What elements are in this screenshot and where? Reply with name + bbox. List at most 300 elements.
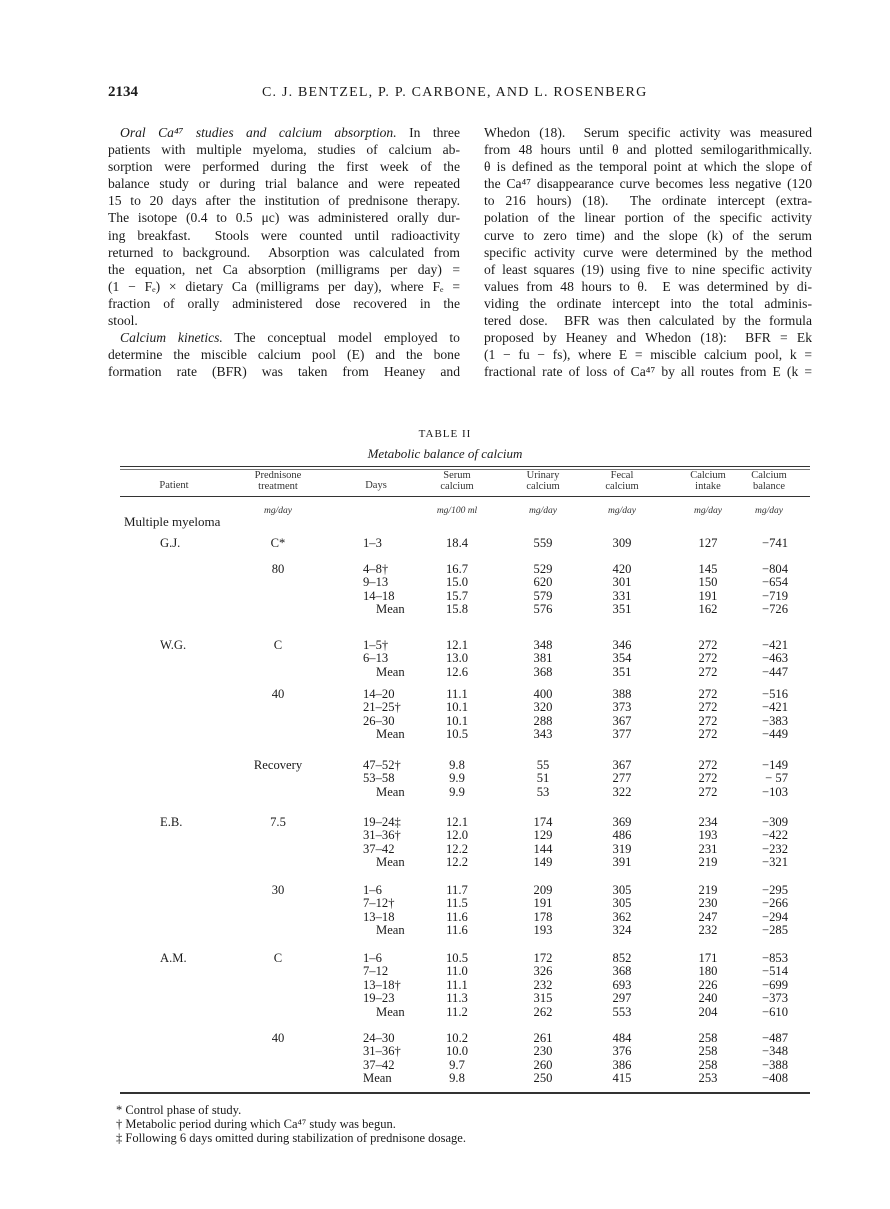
cell-serum: 12.0 bbox=[445, 828, 469, 843]
text-line bbox=[108, 192, 460, 209]
cell-serum: 10.5 bbox=[445, 951, 469, 965]
line-text: 15 to 20 days after the institution of prednisone therapy. bbox=[108, 193, 460, 209]
cell-serum: 15.8 bbox=[445, 602, 469, 617]
cell-intake: 258 bbox=[698, 1044, 718, 1059]
header-line: calcium bbox=[605, 481, 639, 492]
cell-serum: 9.7 bbox=[449, 1057, 465, 1072]
days-period: Mean bbox=[376, 602, 405, 617]
cell-intake: 127 bbox=[698, 536, 718, 550]
cell-intake: 272 bbox=[698, 664, 718, 679]
header-line: intake bbox=[695, 481, 721, 492]
cell-balance: −853 bbox=[762, 951, 788, 965]
cell-intake: 204 bbox=[698, 1004, 718, 1019]
text-line bbox=[108, 175, 460, 192]
header-line: Calcium bbox=[690, 470, 726, 481]
section-label: Multiple myeloma bbox=[124, 514, 221, 529]
prednisone-treatment: C bbox=[273, 638, 283, 652]
cell-urinary: 348 bbox=[533, 638, 553, 652]
cell-intake: 230 bbox=[698, 896, 718, 911]
cell-balance: −719 bbox=[762, 588, 788, 603]
days-period: Mean bbox=[376, 855, 405, 870]
cell-urinary: 129 bbox=[533, 828, 553, 843]
text-line bbox=[108, 244, 460, 261]
cell-balance: −449 bbox=[762, 727, 788, 742]
cell-serum: 11.5 bbox=[446, 896, 468, 911]
days-period: Mean bbox=[376, 727, 405, 742]
days-period: 26–30 bbox=[363, 713, 395, 728]
text-line bbox=[484, 329, 812, 346]
days-period: 9–13 bbox=[363, 575, 389, 590]
cell-fecal: 484 bbox=[612, 1031, 632, 1045]
prednisone-treatment: 40 bbox=[271, 1031, 285, 1045]
cell-intake: 150 bbox=[698, 575, 718, 590]
cell-urinary: 250 bbox=[533, 1071, 553, 1086]
cell-balance: −348 bbox=[762, 1044, 788, 1059]
header-urinary bbox=[498, 470, 588, 492]
cell-intake: 219 bbox=[698, 883, 718, 897]
cell-serum: 9.8 bbox=[449, 758, 465, 772]
footnote-double-dagger: ‡ Following 6 days omitted during stabilization of prednisone dosage. bbox=[116, 1131, 466, 1145]
cell-urinary: 288 bbox=[533, 713, 553, 728]
line-text: patients with multiple myeloma, studies of calcium ab- bbox=[108, 142, 460, 158]
cell-urinary: 320 bbox=[533, 700, 553, 715]
cell-fecal: 346 bbox=[612, 638, 632, 652]
cell-intake: 191 bbox=[698, 588, 718, 603]
cell-serum: 15.7 bbox=[445, 588, 469, 603]
cell-fecal: 362 bbox=[612, 909, 632, 924]
text-line bbox=[484, 346, 812, 363]
cell-intake: 272 bbox=[698, 758, 718, 772]
cell-balance: −266 bbox=[762, 896, 788, 911]
cell-urinary: 55 bbox=[536, 758, 550, 772]
text-line bbox=[484, 227, 812, 244]
prednisone-treatment: Recovery bbox=[253, 758, 303, 772]
text-line bbox=[108, 261, 460, 278]
line-text: The conceptual model employed to bbox=[222, 330, 460, 346]
text-line bbox=[108, 278, 460, 295]
cell-urinary: 262 bbox=[533, 1004, 553, 1019]
cell-intake: 272 bbox=[698, 713, 718, 728]
cell-intake: 247 bbox=[698, 909, 718, 924]
cell-balance: −463 bbox=[762, 651, 788, 666]
days-period: Mean bbox=[376, 664, 405, 679]
days-period: 1–5† bbox=[363, 638, 389, 652]
cell-urinary: 51 bbox=[536, 771, 550, 786]
cell-serum: 11.6 bbox=[446, 909, 468, 924]
left-text-column bbox=[108, 124, 460, 380]
text-line bbox=[108, 158, 460, 175]
cell-intake: 258 bbox=[698, 1031, 718, 1045]
text-line bbox=[484, 312, 812, 329]
patient-name: G.J. bbox=[160, 536, 181, 550]
text-line bbox=[108, 312, 460, 329]
header-serum bbox=[412, 470, 502, 492]
cell-fecal: 377 bbox=[612, 727, 632, 742]
text-line bbox=[108, 329, 460, 346]
line-text: fractional rate of loss of Ca⁴⁷ by all routes from E (k = bbox=[484, 364, 812, 380]
cell-balance: −422 bbox=[762, 828, 788, 843]
footnote-control: * Control phase of study. bbox=[116, 1103, 242, 1117]
prednisone-treatment: 7.5 bbox=[270, 815, 286, 829]
cell-fecal: 277 bbox=[612, 771, 632, 786]
header-line: calcium bbox=[526, 481, 560, 492]
header-line: Fecal bbox=[610, 470, 634, 481]
cell-balance: −610 bbox=[762, 1004, 788, 1019]
cell-balance: −103 bbox=[762, 784, 788, 799]
cell-fecal: 305 bbox=[612, 896, 632, 911]
cell-urinary: 260 bbox=[533, 1057, 553, 1072]
header-line: calcium bbox=[440, 481, 474, 492]
line-text: specific activity curve were determined by the method bbox=[484, 244, 812, 260]
cell-urinary: 381 bbox=[533, 651, 553, 666]
line-text: Whedon (18). Serum specific activity was measured bbox=[484, 125, 812, 140]
cell-fecal: 351 bbox=[612, 664, 632, 679]
cell-urinary: 576 bbox=[533, 602, 553, 617]
cell-balance: −149 bbox=[762, 758, 788, 772]
patient-name: E.B. bbox=[160, 815, 183, 829]
cell-balance: −383 bbox=[762, 713, 788, 728]
days-period: 37–42 bbox=[363, 1057, 395, 1072]
table-top-rule bbox=[120, 466, 810, 467]
cell-fecal: 301 bbox=[612, 575, 632, 590]
cell-fecal: 420 bbox=[612, 562, 632, 576]
cell-urinary: 174 bbox=[533, 815, 553, 829]
cell-fecal: 322 bbox=[612, 784, 632, 799]
line-text: the Ca⁴⁷ disappearance curve becomes less negative (120 bbox=[484, 176, 812, 192]
cell-urinary: 230 bbox=[533, 1044, 553, 1059]
days-period: 7–12 bbox=[363, 964, 389, 979]
cell-intake: 272 bbox=[698, 771, 718, 786]
days-period: 19–23 bbox=[363, 991, 395, 1006]
cell-balance: −232 bbox=[762, 841, 788, 856]
cell-intake: 272 bbox=[698, 651, 718, 666]
patient-name: W.G. bbox=[160, 638, 187, 652]
cell-balance: −309 bbox=[762, 815, 788, 829]
line-text: In three bbox=[396, 125, 460, 140]
cell-balance: −321 bbox=[762, 855, 788, 870]
cell-serum: 11.1 bbox=[446, 977, 468, 992]
days-period: 37–42 bbox=[363, 841, 395, 856]
header-line: Prednisone bbox=[254, 470, 302, 481]
header-line: balance bbox=[752, 481, 786, 492]
cell-serum: 10.1 bbox=[445, 713, 469, 728]
days-period: 53–58 bbox=[363, 771, 395, 786]
cell-intake: 240 bbox=[698, 991, 718, 1006]
days-period: 13–18† bbox=[363, 977, 401, 992]
text-line bbox=[484, 244, 812, 261]
cell-intake: 234 bbox=[698, 815, 718, 829]
cell-balance: −285 bbox=[762, 923, 788, 938]
cell-balance: −294 bbox=[762, 909, 788, 924]
days-period: 31–36† bbox=[363, 1044, 401, 1059]
header-line: Days bbox=[365, 480, 387, 491]
cell-urinary: 209 bbox=[533, 883, 553, 897]
cell-balance: −373 bbox=[762, 991, 788, 1006]
text-line bbox=[108, 227, 460, 244]
unit-intake: mg/day bbox=[694, 506, 722, 516]
cell-urinary: 53 bbox=[536, 784, 550, 799]
cell-urinary: 232 bbox=[533, 977, 553, 992]
unit-fecal: mg/day bbox=[608, 506, 636, 516]
cell-urinary: 191 bbox=[533, 896, 553, 911]
cell-serum: 9.9 bbox=[449, 771, 465, 786]
table-caption: Metabolic balance of calcium bbox=[367, 446, 523, 461]
text-line bbox=[108, 363, 460, 380]
line-text: polation of the linear portion of the specific activity bbox=[484, 210, 812, 226]
italic-heading: Oral Ca⁴⁷ studies and calcium absorption. bbox=[120, 125, 397, 140]
cell-serum: 12.2 bbox=[445, 841, 469, 856]
cell-intake: 272 bbox=[698, 687, 718, 701]
line-text: (1 − Fₑ) × dietary Ca (milligrams per day), where Fₑ = bbox=[108, 278, 460, 294]
line-text: proposed by Heaney and Whedon (18): BFR = Ek bbox=[484, 330, 812, 346]
cell-fecal: 331 bbox=[612, 588, 632, 603]
cell-serum: 11.6 bbox=[446, 923, 468, 938]
cell-balance: −487 bbox=[762, 1031, 788, 1045]
table-label: TABLE II bbox=[418, 428, 472, 440]
line-text: to 216 hours) (18). The ordinate intercept (extra- bbox=[484, 193, 812, 209]
text-line bbox=[108, 124, 460, 141]
cell-intake: 145 bbox=[698, 562, 718, 576]
cell-intake: 162 bbox=[698, 602, 718, 617]
cell-fecal: 376 bbox=[612, 1044, 632, 1059]
text-line bbox=[484, 158, 812, 175]
days-period: 31–36† bbox=[363, 828, 401, 843]
line-text: θ is defined as the temporal point at which the slope of bbox=[484, 159, 812, 175]
line-text: of least squares (19) using five to nine specific activity bbox=[484, 261, 812, 277]
line-text: tered dose. BFR was then calculated by the formula bbox=[484, 313, 812, 329]
page-number: 2134 bbox=[108, 84, 138, 100]
header-treatment bbox=[233, 470, 323, 492]
header-line: Serum bbox=[443, 470, 471, 481]
days-period: Mean bbox=[363, 1071, 392, 1086]
text-line bbox=[108, 295, 460, 312]
header-fecal bbox=[577, 470, 667, 492]
cell-serum: 12.2 bbox=[445, 855, 469, 870]
cell-fecal: 486 bbox=[612, 828, 632, 843]
header-line: treatment bbox=[258, 481, 298, 492]
text-line bbox=[484, 295, 812, 312]
cell-serum: 12.6 bbox=[445, 664, 469, 679]
cell-balance: − 57 bbox=[765, 771, 788, 786]
patient-name: A.M. bbox=[160, 951, 187, 965]
cell-intake: 226 bbox=[698, 977, 718, 992]
cell-serum: 10.2 bbox=[445, 1031, 469, 1045]
cell-fecal: 388 bbox=[612, 687, 632, 701]
cell-fecal: 386 bbox=[612, 1057, 632, 1072]
line-text: determine the miscible calcium pool (E) and the bone bbox=[108, 347, 460, 363]
cell-fecal: 354 bbox=[612, 651, 632, 666]
cell-urinary: 326 bbox=[533, 964, 553, 979]
cell-serum: 9.9 bbox=[449, 784, 465, 799]
cell-urinary: 368 bbox=[533, 664, 553, 679]
cell-fecal: 373 bbox=[612, 700, 632, 715]
cell-serum: 10.1 bbox=[445, 700, 469, 715]
cell-serum: 11.2 bbox=[446, 1004, 468, 1019]
prednisone-treatment: 80 bbox=[271, 562, 285, 576]
cell-urinary: 400 bbox=[533, 687, 553, 701]
line-text: from 48 hours until θ and plotted semilogarithmically. bbox=[484, 142, 812, 158]
days-period: Mean bbox=[376, 784, 405, 799]
cell-balance: −421 bbox=[762, 638, 788, 652]
prednisone-treatment: 30 bbox=[271, 883, 285, 897]
cell-fecal: 553 bbox=[612, 1004, 632, 1019]
cell-urinary: 559 bbox=[533, 536, 553, 550]
cell-fecal: 305 bbox=[612, 883, 632, 897]
cell-urinary: 144 bbox=[533, 841, 553, 856]
cell-urinary: 261 bbox=[533, 1031, 553, 1045]
cell-intake: 180 bbox=[698, 964, 718, 979]
cell-serum: 10.0 bbox=[445, 1044, 469, 1059]
days-period: 1–6 bbox=[363, 883, 382, 897]
cell-urinary: 178 bbox=[533, 909, 553, 924]
cell-urinary: 193 bbox=[533, 923, 553, 938]
days-period: 47–52† bbox=[363, 758, 401, 772]
cell-urinary: 149 bbox=[533, 855, 553, 870]
running-head-authors: C. J. BENTZEL, P. P. CARBONE, AND L. ROSENBERG bbox=[262, 85, 648, 100]
cell-intake: 171 bbox=[698, 951, 718, 965]
cell-urinary: 172 bbox=[533, 951, 553, 965]
cell-serum: 13.0 bbox=[445, 651, 469, 666]
cell-serum: 11.1 bbox=[446, 687, 468, 701]
cell-intake: 232 bbox=[698, 923, 718, 938]
text-line bbox=[108, 346, 460, 363]
cell-balance: −514 bbox=[762, 964, 788, 979]
line-text: curve to zero time) and the slope (k) of the serum bbox=[484, 227, 812, 243]
text-line bbox=[484, 261, 812, 278]
days-period: 19–24‡ bbox=[363, 815, 401, 829]
days-period: 24–30 bbox=[363, 1031, 395, 1045]
cell-balance: −447 bbox=[762, 664, 788, 679]
cell-balance: −421 bbox=[762, 700, 788, 715]
unit-treatment: mg/day bbox=[264, 506, 292, 516]
text-line bbox=[484, 363, 812, 380]
prednisone-treatment: 40 bbox=[271, 687, 285, 701]
days-period: Mean bbox=[376, 923, 405, 938]
header-line: Patient bbox=[159, 480, 189, 491]
cell-fecal: 319 bbox=[612, 841, 632, 856]
days-period: 1–6 bbox=[363, 951, 382, 965]
text-line bbox=[108, 141, 460, 158]
cell-serum: 12.1 bbox=[445, 815, 469, 829]
text-line bbox=[484, 141, 812, 158]
cell-balance: −804 bbox=[762, 562, 788, 576]
cell-urinary: 620 bbox=[533, 575, 553, 590]
cell-balance: −699 bbox=[762, 977, 788, 992]
prednisone-treatment: C bbox=[273, 951, 283, 965]
table-header-rule bbox=[120, 496, 810, 497]
days-period: 13–18 bbox=[363, 909, 395, 924]
cell-fecal: 367 bbox=[612, 758, 632, 772]
cell-fecal: 324 bbox=[612, 923, 632, 938]
text-line bbox=[484, 124, 812, 141]
cell-balance: −741 bbox=[762, 536, 788, 550]
cell-fecal: 367 bbox=[612, 713, 632, 728]
cell-serum: 18.4 bbox=[445, 536, 469, 550]
cell-serum: 11.0 bbox=[446, 964, 468, 979]
cell-serum: 15.0 bbox=[445, 575, 469, 590]
cell-urinary: 529 bbox=[533, 562, 553, 576]
cell-urinary: 579 bbox=[533, 588, 553, 603]
line-text: returned to background. Absorption was calculated from bbox=[108, 244, 460, 260]
cell-serum: 12.1 bbox=[445, 638, 469, 652]
cell-fecal: 369 bbox=[612, 815, 632, 829]
header-line: Calcium bbox=[751, 470, 787, 481]
cell-intake: 272 bbox=[698, 700, 718, 715]
text-line bbox=[484, 278, 812, 295]
header-patient bbox=[129, 480, 219, 491]
cell-intake: 231 bbox=[698, 841, 718, 856]
line-text: fraction of orally administered dose recovered in the bbox=[108, 295, 460, 311]
right-text-column bbox=[484, 124, 812, 380]
text-line bbox=[108, 209, 460, 226]
cell-fecal: 693 bbox=[612, 977, 632, 992]
text-line bbox=[484, 175, 812, 192]
table-bottom-rule bbox=[120, 1092, 810, 1094]
cell-serum: 16.7 bbox=[445, 562, 469, 576]
days-period: 1–3 bbox=[363, 536, 382, 550]
line-text: ing breakfast. Stools were counted until radioactivity bbox=[108, 227, 460, 243]
cell-balance: −408 bbox=[762, 1071, 788, 1086]
cell-fecal: 391 bbox=[612, 855, 632, 870]
cell-balance: −516 bbox=[762, 687, 788, 701]
cell-intake: 219 bbox=[698, 855, 718, 870]
cell-fecal: 351 bbox=[612, 602, 632, 617]
cell-intake: 272 bbox=[698, 638, 718, 652]
cell-intake: 258 bbox=[698, 1057, 718, 1072]
header-line: Urinary bbox=[526, 470, 560, 481]
cell-intake: 272 bbox=[698, 784, 718, 799]
cell-serum: 10.5 bbox=[445, 727, 469, 742]
text-line bbox=[484, 209, 812, 226]
cell-urinary: 343 bbox=[533, 727, 553, 742]
cell-intake: 272 bbox=[698, 727, 718, 742]
days-period: Mean bbox=[376, 1004, 405, 1019]
unit-serum: mg/100 ml bbox=[436, 506, 478, 516]
days-period: 7–12† bbox=[363, 896, 395, 911]
prednisone-treatment: C* bbox=[270, 536, 286, 550]
header-days bbox=[331, 480, 421, 491]
line-text: viding the ordinate intercept into the total adminis- bbox=[484, 295, 812, 311]
unit-balance: mg/day bbox=[755, 506, 783, 516]
line-text: the equation, net Ca absorption (milligrams per day) = bbox=[108, 261, 460, 277]
cell-balance: −295 bbox=[762, 883, 788, 897]
cell-fecal: 415 bbox=[612, 1071, 632, 1086]
cell-balance: −726 bbox=[762, 602, 788, 617]
footnote-dagger: † Metabolic period during which Ca⁴⁷ study was begun. bbox=[116, 1117, 396, 1131]
cell-intake: 193 bbox=[698, 828, 718, 843]
cell-serum: 9.8 bbox=[449, 1071, 465, 1086]
line-text: sorption were performed during the first week of the bbox=[108, 159, 460, 175]
text-line bbox=[484, 192, 812, 209]
cell-balance: −654 bbox=[762, 575, 788, 590]
line-text: The isotope (0.4 to 0.5 μc) was administered orally dur- bbox=[108, 210, 460, 226]
header-balance bbox=[724, 470, 814, 492]
italic-heading: Calcium kinetics. bbox=[120, 330, 223, 346]
days-period: 21–25† bbox=[363, 700, 401, 715]
cell-balance: −388 bbox=[762, 1057, 788, 1072]
line-text: formation rate (BFR) was taken from Heaney and bbox=[108, 364, 460, 380]
line-text: balance study or during trial balance and were repeated bbox=[108, 176, 460, 192]
cell-fecal: 309 bbox=[612, 536, 632, 550]
cell-fecal: 297 bbox=[612, 991, 632, 1006]
unit-urinary: mg/day bbox=[529, 506, 557, 516]
days-period: 6–13 bbox=[363, 651, 389, 666]
cell-serum: 11.7 bbox=[446, 883, 468, 897]
line-text: stool. bbox=[108, 313, 138, 329]
days-period: 14–20 bbox=[363, 687, 395, 701]
cell-intake: 253 bbox=[698, 1071, 718, 1086]
cell-fecal: 368 bbox=[612, 964, 632, 979]
